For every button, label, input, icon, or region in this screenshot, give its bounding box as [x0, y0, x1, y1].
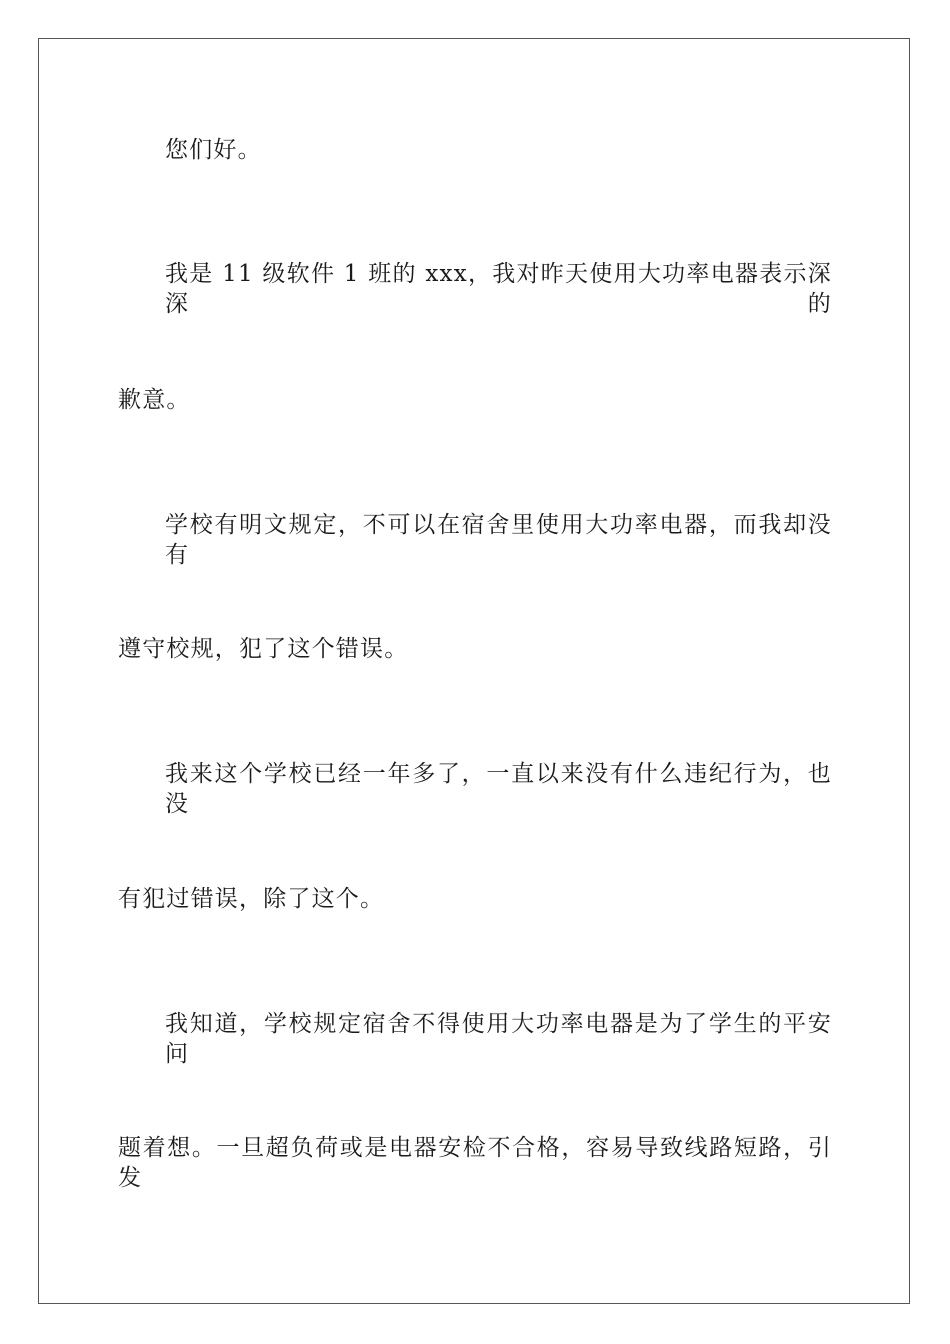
text-line-5: 遵守校规，犯了这个错误。	[118, 636, 409, 662]
text-line-3: 歉意。	[118, 387, 191, 413]
text-line-7: 有犯过错误，除了这个。	[118, 886, 385, 912]
text-line-6: 我来这个学校已经一年多了，一直以来没有什么违纪行为，也没	[165, 761, 832, 817]
page-frame	[38, 38, 910, 1304]
text-line-8: 我知道，学校规定宿舍不得使用大功率电器是为了学生的平安问	[165, 1011, 832, 1067]
text-line-9: 题着想。一旦超负荷或是电器安检不合格，容易导致线路短路，引发	[118, 1135, 832, 1191]
text-line-2: 我是 11 级软件 1 班的 xxx，我对昨天使用大功率电器表示深深的	[165, 261, 832, 317]
text-line-greeting: 您们好。	[165, 137, 262, 163]
text-line-4: 学校有明文规定，不可以在宿舍里使用大功率电器，而我却没有	[165, 512, 832, 568]
